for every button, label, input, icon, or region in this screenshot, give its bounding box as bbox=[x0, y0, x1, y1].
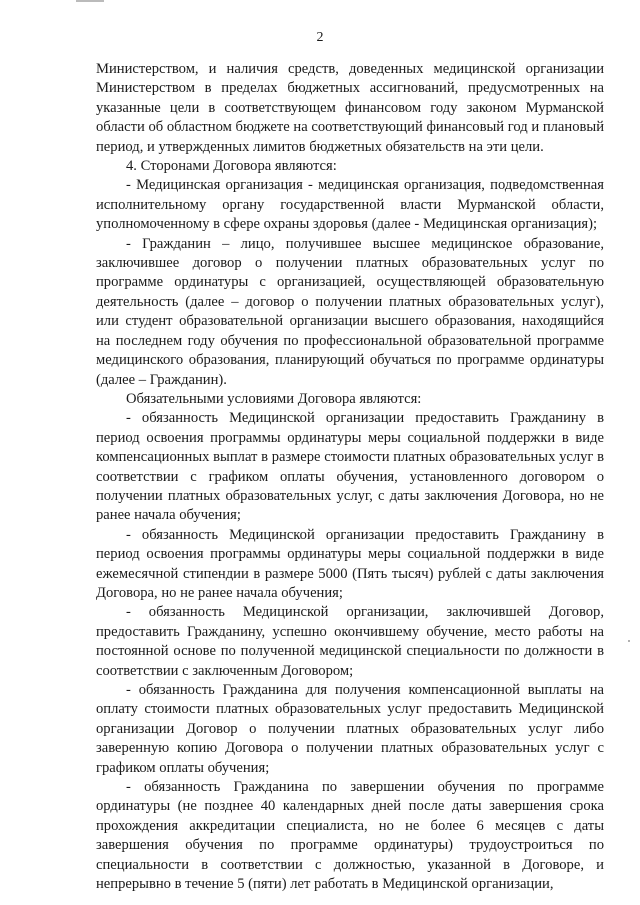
paragraph-conditions-heading: Обязательными условиями Договора являются: bbox=[126, 390, 422, 407]
paragraph-funding-continuation: Министерством, и наличия средств, доведенных медицинской организации Министерством в пределах бюджетных ассигнований, предусмотренных на указанные цели в соответствующем финансовом году законом Мурманской области об областном бюджете на соответствующий финансовый год и плановый период, и утвержденных лимитов бюджетных обязательств на эти цели. bbox=[96, 61, 604, 155]
paragraph-condition-compensation: - обязанность Медицинской организации предоставить Гражданину в период освоения программы ординатуры меры социальной поддержки в виде компенсационных выплат в размере стоимости платных образовательных услуг в соответствии с графиком оплаты обучения, установленного договором о получении платных образовательных услуг, с даты заключения Договора, но не ранее начала обучения; bbox=[96, 410, 604, 524]
paragraph-condition-documents: - обязанность Гражданина для получения компенсационной выплаты на оплату стоимости платных образовательных услуг предоставить Медицинской организации Договор о получении платных образовательных услуг либо заверенную копию Договора о получении платных образовательных услуг с графиком оплаты обучения; bbox=[96, 682, 604, 776]
paragraph-party-citizen: - Гражданин – лицо, получившее высшее медицинское образование, заключившее договор о получении платных образовательных услуг по программе ординатуры с организацией, осуществляющей образовательную деятельность (далее – договор о получении платных образовательных услуг), или студент образовательной организации высшего образования, находящийся на последнем году обучения по профессиональной образовательной программе медицинского образования, планирующий обучаться по программе ординатуры (далее – Гражданин). bbox=[96, 235, 604, 388]
paragraph-condition-employment: - обязанность Гражданина по завершении обучения по программе ординатуры (не позднее 40 календарных дней после даты завершения срока прохождения аккредитации специалиста, но не более 6 месяцев с даты завершения обучения по программе ординатуры) трудоустроиться по специальности в соответствии с должностью, указанной в Договоре, и непрерывно в течение 5 (пяти) лет работать в Медицинской организации, bbox=[96, 779, 604, 893]
paragraph-parties-heading: 4. Сторонами Договора являются: bbox=[126, 158, 337, 175]
scan-edge-mark bbox=[76, 0, 104, 2]
document-body bbox=[96, 60, 604, 894]
paragraph-condition-workplace: - обязанность Медицинской организации, заключившей Договор, предоставить Гражданину, успешно окончившему обучение, место работы на постоянной основе по полученной медицинской специальности по должности в соответствии с заключенным Договором; bbox=[96, 604, 604, 679]
paragraph-party-medical-org: - Медицинская организация - медицинская организация, подведомственная исполнительному органу государственной власти Мурманской области, уполномоченному в сфере охраны здоровья (далее - Медицинская организация); bbox=[96, 177, 604, 233]
page-number: 2 bbox=[316, 30, 324, 45]
scan-speck bbox=[628, 640, 630, 642]
paragraph-condition-stipend: - обязанность Медицинской организации предоставить Гражданину в период освоения программы ординатуры меры социальной поддержки в виде ежемесячной стипендии в размере 5000 (Пять тысяч) рублей с даты заключения Договора, но не ранее начала обучения; bbox=[96, 526, 604, 601]
